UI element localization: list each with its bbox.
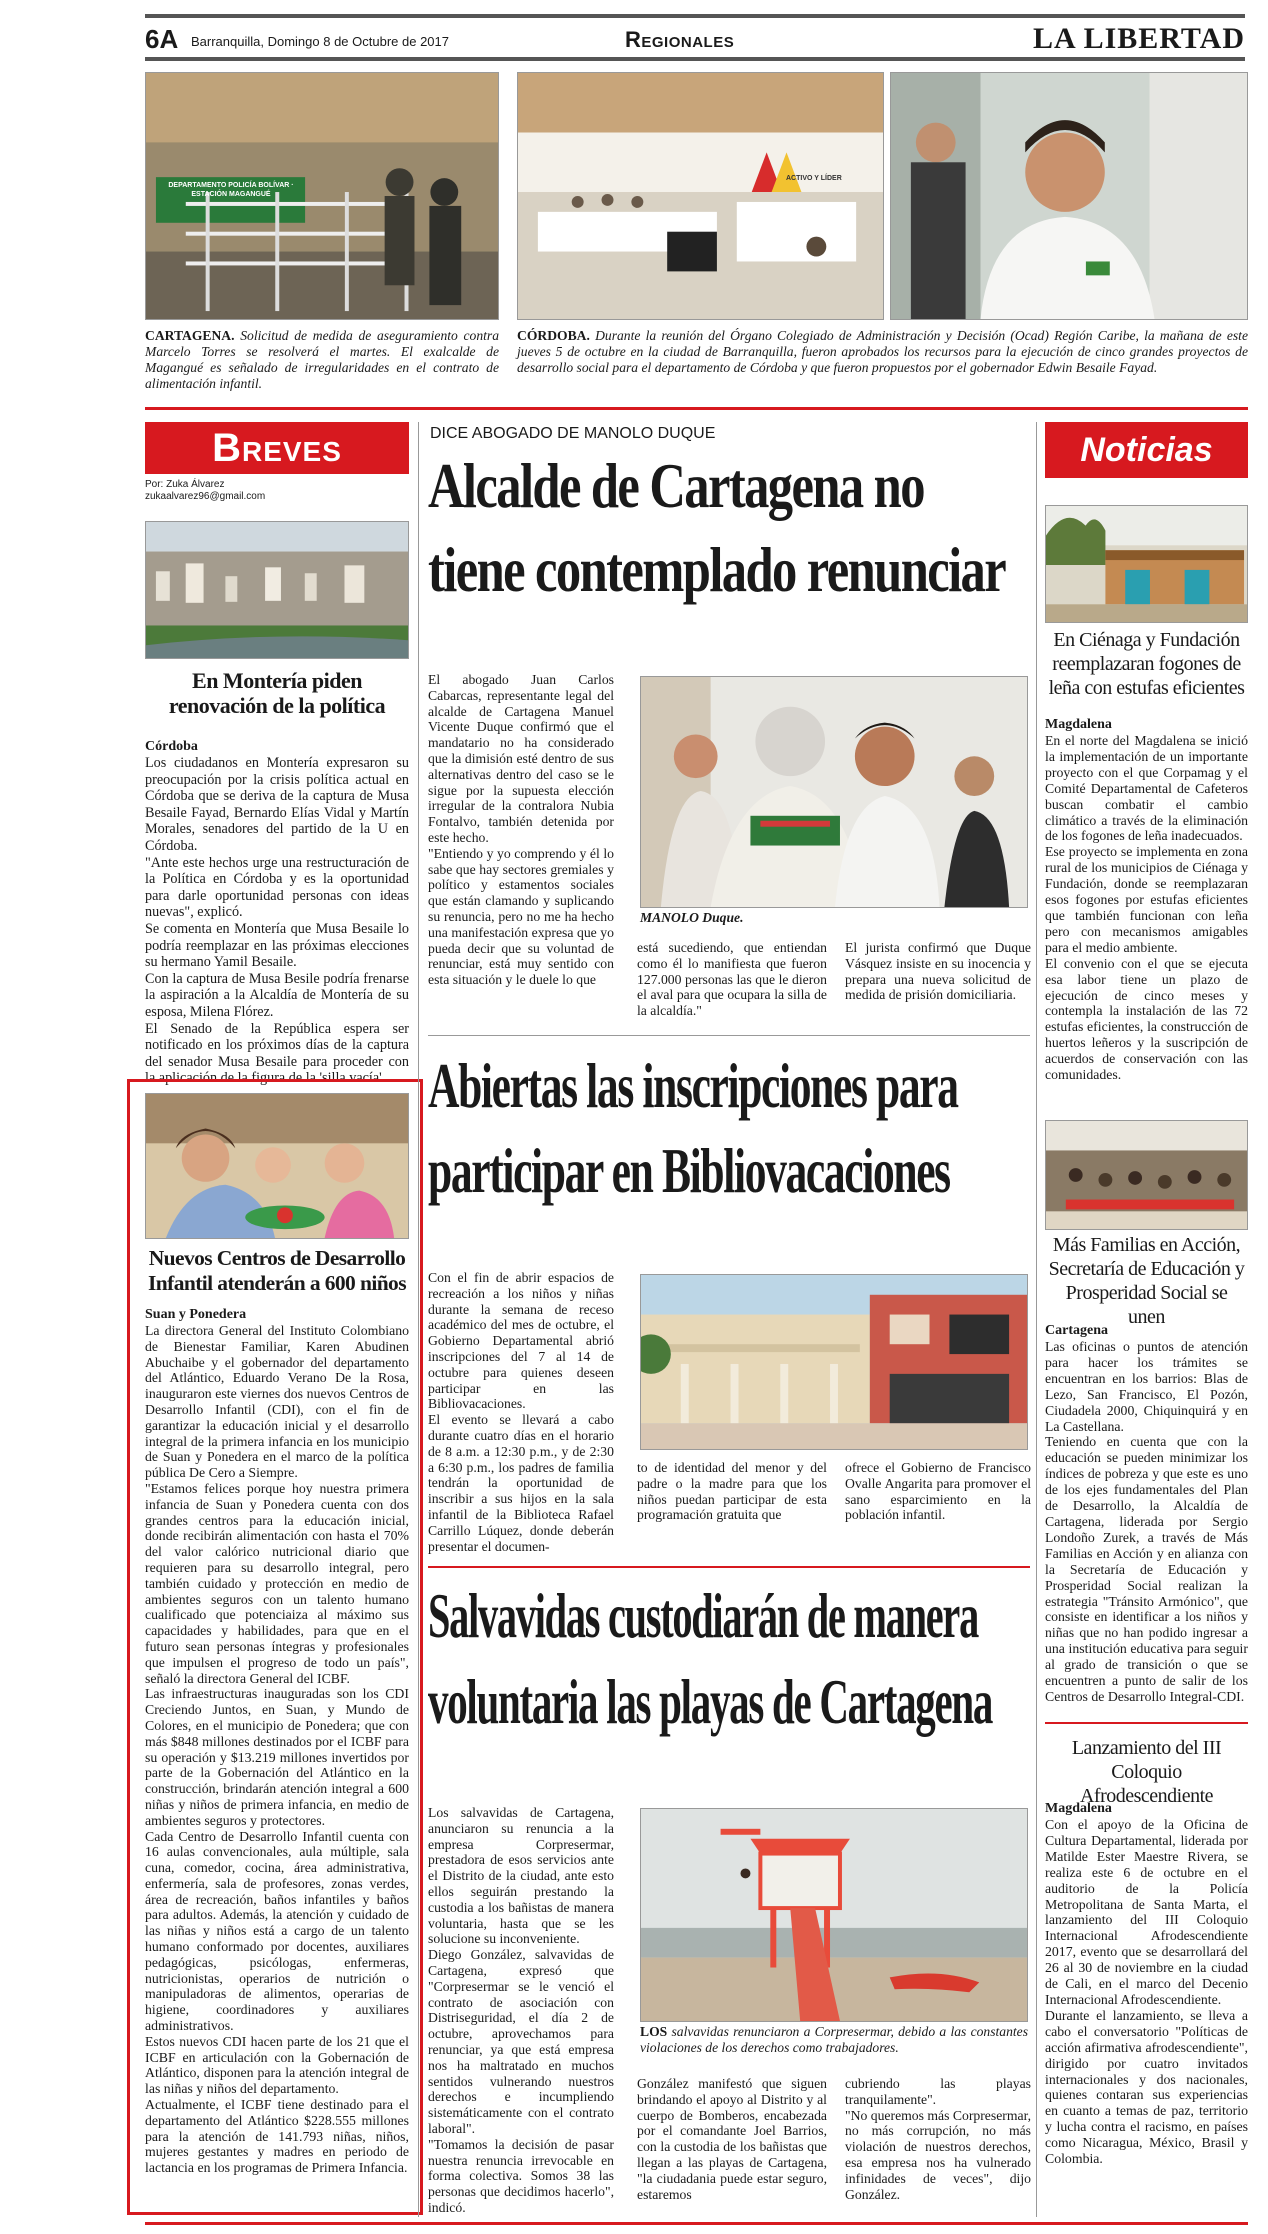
photo-lifeguard-tower (640, 1808, 1028, 2022)
photo-familias-accion (1045, 1120, 1248, 1230)
article3-headline-line1: Salvavidas custodiarán de manera (428, 1580, 978, 1651)
caption-cordoba (517, 328, 1248, 376)
article1-headline-line1: Alcalde de Cartagena no (428, 450, 924, 521)
story-body: En el norte del Magdalena se inició la implementación de un importante proyecto con el que Corpamag y el Comité Departamental de Cafeteros buscan combatir el cambio climático a través de la eliminación de los fogones de leña inadecuados. Ese proyecto se implementa en zona rural de los municipios de Ciénaga y Fundación, donde se reemplazaran esos fogones por estufas eficientes que también funcionan con leña pero con mecanismos amigables para el medio ambiente. El convenio con el que se ejecuta esa labor tiene un plazo de ejecución de cinco meses y contempla la instalación de las 72 estufas eficientes, la construcción de huertos leñeros y la suscripción de acuerdos de conservación con las comunidades. (1045, 733, 1248, 1083)
photo-cdi-children (145, 1093, 409, 1239)
photo-biblioteca (640, 1274, 1028, 1450)
article3-column2: González manifestó que siguen brindando el apoyo al Distrito y al cuerpo de Bomberos, encabezada por el comandante Joel Barrios, con la custodia de los bañistas que llegan a las playas de Cartagena, "la ciudadania puede estar seguro, estaremos (637, 2076, 827, 2202)
article2-column3: ofrece el Gobierno de Francisco Ovalle Angarita para promover el sano esparcimiento en la población infantil. (845, 1460, 1031, 1523)
article3-column1: Los salvavidas de Cartagena, anunciaron su renuncia a la empresa Corpresermar, prestadora de esos servicios ante el Distrito de la ciudad, ante esto ellos seguirán prestando la custodia a los bañistas de manera voluntaria, hasta que se les solucione su inconveniente. Diego González, salvavidas de Cartagena, expresó que "Corpresermar se le venció el contrato de asociación con Distriseguridad, el día 2 de octubre, aprovechamos para renunciar, ya que está empresa nos ha maltratado en muchos sentidos vulnerando nuestros derechos e incumpliendo sistemáticamente con el contrato laboral". "Tomamos la decisión de pasar nuestra renuncia irrevocable en forma colectiva. Somos 38 las personas que decidimos hacerlo", indicó. (428, 1805, 614, 2215)
byline-author: Por: Zuka Álvarez (145, 479, 225, 490)
breves-headline-1: En Montería piden renovación de la política (168, 668, 386, 718)
article2-column1: Con el fin de abrir espacios de recreación a los niños y niñas durante la semana de receso académico del mes de octubre, el Gobierno Departamental abrió inscripciones del 7 al 14 de octubre para quienes deseen participar en las Bibliovacaciones. El evento se llevará a cabo durante cuatro días en el horario de 8 a.m. a 12:30 p.m., y de 2:30 a 6:30 p.m., los padres de familia tendrán la oportunidad de inscribir a sus hijos en la sala infantil de la Biblioteca Rafael Carrillo Lúquez, donde deberán presentar el documen- (428, 1270, 614, 1554)
article1-photo-caption: MANOLO Duque. (640, 910, 744, 925)
article3-headline-line2: voluntaria las playas de Cartagena (428, 1666, 993, 1737)
caption-cartagena (145, 328, 499, 392)
column-rule-right (1036, 422, 1037, 2217)
caption-text: Solicitud de medida de aseguramiento contra Marcelo Torres se resolverá el martes. El exalcalde de Magangué es señalado de irregularidades en el contrato de alimentación infantil. (145, 328, 499, 391)
story-place: Magdalena (1045, 1801, 1112, 1816)
caption-place: CARTAGENA. (145, 328, 235, 343)
noticias-headline-3: Lanzamiento del III Coloquio Afrodescendiente (1071, 1737, 1222, 1807)
photo-police-station (145, 72, 499, 320)
byline-email: zukaalvarez96@gmail.com (145, 491, 266, 502)
header-bottom-rule (145, 57, 1245, 61)
story-body: Las oficinas o puntos de atención para hacer los trámites se encuentran en los barrios: Blas de Lezo, San Francisco, El Pozón, Ciudadela 2000, Chiquinquirá y en La Castellana. Teniendo en cuenta que con la educación se pueden minimizar los índices de pobreza y que este es uno de los ejes fundamentales del Plan de Desarrollo, la Alcaldía de Cartagena, liderada por Sergio Londoño Zurek, a través de Más Familias en Acción y en alianza con la Secretaría de Educación y Prosperidad Social realizan la estrategia "Tránsito Armónico", que consiste en identificar a los niños y niñas que no han podido ingresar a una institución educativa para seguir al grado de transición o que se encuentren a punto de salir de los Centros de Desarrollo Integral-CDI. (1045, 1339, 1248, 1704)
noticias-title-box (1045, 422, 1248, 478)
article-separator (428, 1566, 1030, 1568)
story-place: Cartagena (1045, 1323, 1108, 1338)
caption-place: CÓRDOBA. (517, 328, 590, 343)
breves-title-box (145, 422, 409, 474)
header-top-rule (145, 14, 1245, 18)
noticias-story-2 (1045, 1322, 1248, 1705)
photo-ocad-meeting (517, 72, 884, 320)
breves-story-1 (145, 738, 409, 1087)
photo-monteria-aerial (145, 521, 409, 659)
breves-headline-2: Nuevos Centros de Desarrollo Infantil atenderán a 600 niños (148, 1246, 406, 1295)
photo-sign-text: DEPARTAMENTO POLICÍA BOLÍVAR · ESTACIÓN MAGANGUÉ (168, 182, 294, 198)
noticias-separator (1045, 1722, 1248, 1724)
photo-manolo-duque (640, 676, 1028, 908)
page-header (145, 14, 1245, 62)
photo-fogones (1045, 505, 1248, 623)
article1-kicker: DICE ABOGADO DE MANOLO DUQUE (430, 425, 716, 442)
breves-story-2 (145, 1306, 409, 2176)
story-place: Córdoba (145, 739, 198, 754)
article1-headline-line2: tiene contemplado renunciar (428, 534, 1006, 605)
photo-banner-text: ACTIVO Y LÍDER (786, 175, 842, 182)
photo-governor-besaile (890, 72, 1248, 320)
column-rule-left (418, 422, 419, 2217)
noticias-title: Noticias (1080, 430, 1213, 469)
article2-column2: to de identidad del menor y del padre o la madre para que los niños puedan participar de esta programación gratuita que (637, 1460, 827, 1523)
article-separator (428, 1035, 1030, 1036)
story-body: Con el apoyo de la Oficina de Cultura Departamental, liderada por Matilde Ester Maestre Rivera, se realiza este 6 de octubre en el auditorio de la Policía Metropolitana de Santa Marta, el lanzamiento del III Coloquio Internacional Afrodescendiente 2017, evento que se desarrollará del 26 al 30 de noviembre en la ciudad de Cali, en el marco del Decenio Internacional Afrodescendiente. Durante el lanzamiento, se lleva a cabo el conversatorio "Políticas de acción afirmativa afrodescendiente", dirigido por cuatro invitados internacionales y dos nacionales, quienes contaran sus experiencias en cuanto a temas de paz, territorio y lucha contra el racismo, en países como Nicaragua, México, Brasil y Colombia. (1045, 1817, 1248, 2167)
noticias-story-3 (1045, 1800, 1248, 2167)
caption-lead: LOS (640, 2024, 668, 2039)
article1-column2: está sucediendo, que entiendan como él lo manifiesta que fueron 127.000 personas las que le dieron el aval para que ocupara la silla de la alcaldía." (637, 940, 827, 1019)
article2-headline-line1: Abiertas las inscripciones para (428, 1050, 958, 1121)
article1-column3: El jurista confirmó que Duque Vásquez insiste en su inocencia y prepara una nueva solicitud de medida de prisión domiciliaria. (845, 940, 1031, 1003)
masthead: LA LIBERTAD (1033, 22, 1245, 55)
page-bottom-rule (145, 2222, 1248, 2225)
caption-text: Durante la reunión del Órgano Colegiado de Administración y Decisión (Ocad) Región Caribe, la mañana de este jueves 5 de octubre en la ciudad de Barranquilla, fueron aprobados los recursos para la ejecución de cinco grandes proyectos de desarrollo social para el departamento de Córdoba y que fueron propuestos por el gobernador Edwin Besaile Fayad. (517, 328, 1248, 375)
article2-headline-line2: participar en Bibliovacaciones (428, 1135, 950, 1206)
caption-text: salvavidas renunciaron a Corpresermar, debido a las constantes violaciones de los derechos como trabajadores. (640, 2024, 1028, 2055)
noticias-headline-1: En Ciénaga y Fundación reemplazaran fogones de leña con estufas eficientes (1048, 629, 1245, 699)
article3-photo-caption (640, 2024, 1028, 2056)
noticias-headline-2: Más Familias en Acción, Secretaría de Educación y Prosperidad Social se unen (1048, 1234, 1245, 1328)
story-body: La directora General del Instituto Colombiano de Bienestar Familiar, Karen Abudinen Abuchaibe y el gobernador del departamento del Atlántico, Eduardo Verano De la Rosa, inauguraron este viernes dos nuevos Centros de Desarrollo Infantil (CDI), con el fin de garantizar la educación inicial y el desarrollo integral de la primera infancia en los municipio de Suan y Ponedera en el marco de la política pública De Cero a Siempre. "Estamos felices porque hoy nuestra primera infancia de Suan y Ponedera cuenta con dos grandes centros para la educación inicial, donde recibirán alimentación con hasta el 70% del valor calórico nutricional diario que requieren para su desarrollo integral, pero también cuidado y protección en medio de ambientes seguros con un talento humano cualificado que potenciaiza al máximo sus capacidades y habilidades, para que en el futuro sean personas íntegras y profesionales que impulsen el progreso de todo un país", señaló la directora General del ICBF. Las infraestructuras inauguradas son los CDI Creciendo Juntos, en Suan, y Mundo de Colores, en el municipio de Ponedera; que con más $848 millones destinados por el ICBF para su operación y $13.219 millones invertidos por parte de la Gobernación del Atlántico en la construcción, brindarán atención integral a 600 niñas y niños de primera infancia, en medio de ambientes seguros y protectores. Cada Centro de Desarrollo Infantil cuenta con 16 aulas convencionales, aula múltiple, sala cuna, comedor, cocina, área administrativa, enfermería, sala de profesores, zonas verdes, área de recreación, baños infantiles y baños para adultos. Además, la atención y cuidado de las niñas y niños está a cargo de un talento humano conformado por docentes, auxiliares pedagógicas, psicólogas, enfermeras, nutricionistas, operarios de nutrición o manipuladoras de alimentos, operarias de higiene, coordinadores y auxiliares administrativos. Estos nuevos CDI hacen parte de los 21 que el ICBF en articulación con la Gobernación de Atlántico, disponen para la atención integral de las niñas y niños del departamento. Actualmente, el ICBF tiene destinado para el departamento del Atlántico $228.555 millones para la atención de 141.793 niñas, niños, mujeres gestantes y madres en periodo de lactancia en los programas de Primera Infancia. (145, 1323, 409, 2176)
story-body: Los ciudadanos en Montería expresaron su preocupación por la crisis política actual en Córdoba que se deriva de la captura de Musa Besaile Fayad, Bernardo Elías Vidal y Martín Morales, senadores del partido de la U en Córdoba. "Ante este hechos urge una restructuración de la Política en Córdoba y es la oportunidad para darle oportunidad personas con ideas nuevas", explicó. Se comenta en Montería que Musa Besaile lo podría reemplazar en las próximas elecciones su hermano Yamil Besaile. Con la captura de Musa Besile podría frenarse la aspiración a la Alcaldía de Montería de su esposa, Milena Flórez. El Senado de la República espera ser notificado en los próximos días de la captura del senador Musa Besaile para proceder con la aplicación de la figura de la 'silla vacía'. (145, 755, 409, 1087)
noticias-story-1 (1045, 716, 1248, 1083)
story-place: Magdalena (1045, 717, 1112, 732)
breves-title: Breves (212, 425, 342, 470)
article1-column1: El abogado Juan Carlos Cabarcas, representante legal del alcalde de Cartagena Manuel Vicente Duque confirmó que el mandatario no ha considerado que la dimisión esté dentro de sus alternativas dentro del caso se le sigue por la supuesta elección irregular de la contralora Nubia Fontalvo, también detenida por este hecho. "Entiendo y yo comprendo y él lo sabe que hay sectores gremiales y político y estamentos sociales que están clamando y suplicando su renuncia, pero no me ha hecho una manifestación expresa que yo pueda decir que su voluntad de renunciar, está muy sentido con esta situación y le duele lo que (428, 672, 614, 988)
dateline: Barranquilla, Domingo 8 de Octubre de 2017 (191, 34, 449, 49)
story-place: Suan y Ponedera (145, 1307, 247, 1322)
section-divider (145, 407, 1248, 410)
section-name: Regionales (625, 27, 735, 52)
breves-byline (145, 479, 265, 503)
article3-column3: cubriendo las playas tranquilamente". "No queremos más Corpresermar, no más corrupción, no más violación de nuestros derechos, esa empresa nos ha vulnerado infinidades de veces", dijo González. (845, 2076, 1031, 2202)
page-number: 6A (145, 24, 179, 54)
